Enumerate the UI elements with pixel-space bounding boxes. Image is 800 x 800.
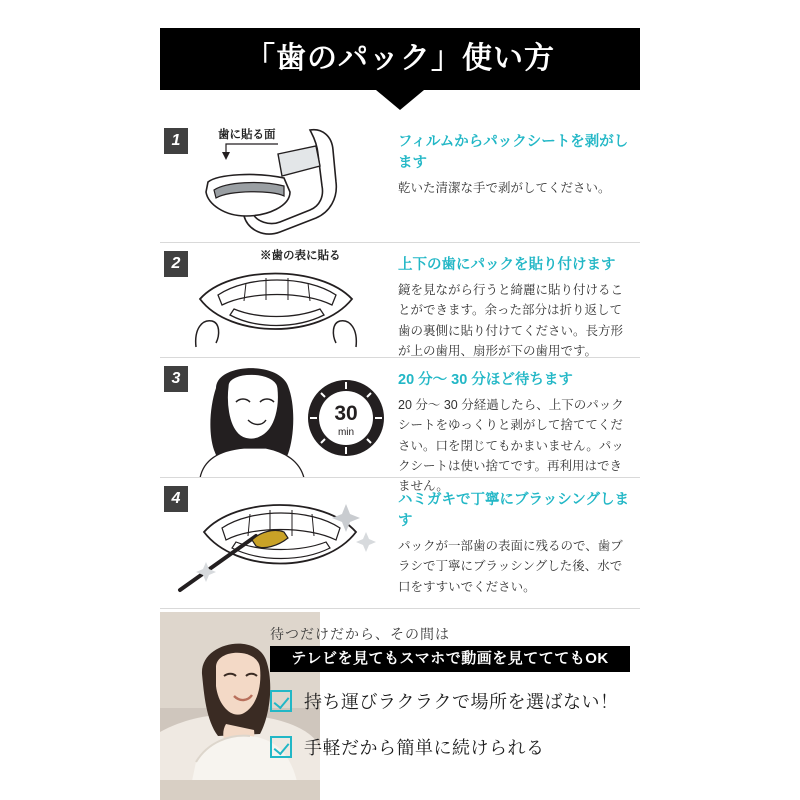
benefit-item-1 [270, 688, 619, 714]
header-arrow [376, 90, 424, 110]
woman-waiting-illustration [160, 358, 390, 478]
step-1-illustration-area [160, 120, 390, 242]
check-icon [270, 736, 292, 758]
step-4-number: 4 [164, 486, 188, 512]
step-2-number: 2 [164, 251, 188, 277]
step-2-illustration-area [160, 243, 390, 357]
step-3-number: 3 [164, 366, 188, 392]
steps-list [160, 120, 640, 595]
step-2-heading: 上下の歯にパックを貼り付けます [398, 257, 616, 273]
step-3-body: 20 分〜 30 分経過したら、上下のパックシートをゆっくりと剥がして捨ててください。口を閉じてもかまいません。パックシートは使い捨てです。再利用はできません。 [398, 398, 624, 493]
step-4 [160, 477, 640, 595]
step-4-heading: ハミガキで丁寧にブラッシングします [398, 492, 630, 529]
step-1-number: 1 [164, 128, 188, 154]
step-1 [160, 120, 640, 242]
step-4-body: パックが一部歯の表面に残るので、歯ブラシで丁寧にブラッシングした後、水で口をすすいでください。 [398, 539, 623, 594]
step-2-text [390, 243, 640, 357]
step-4-illustration-area [160, 478, 390, 595]
bottom-divider [160, 608, 640, 609]
step-1-heading: フィルムからパックシートを剥がします [398, 134, 629, 171]
bottom-band-text: テレビを見てもスマホで動画を見てててもOK [291, 650, 609, 667]
step-3-illustration-area [160, 358, 390, 477]
timer-unit: min [337, 427, 355, 438]
step-3 [160, 357, 640, 493]
step-3-heading: 20 分〜 30 分ほど待ちます [398, 372, 573, 388]
timer-value: 30 [334, 402, 358, 425]
benefit-item-2 [270, 734, 545, 760]
bottom-lead-text: 待つだけだから、その間は [270, 626, 450, 642]
step-2 [160, 242, 640, 357]
benefit-item-1-label: 持ち運びラクラクで場所を選ばない！ [304, 692, 619, 712]
step-1-note: 歯に貼る面 [218, 129, 276, 141]
benefit-item-2-label: 手軽だから簡単に続けられる [304, 738, 545, 758]
brushing-teeth-illustration [160, 478, 390, 596]
step-4-text [390, 478, 640, 595]
step-2-body: 鏡を見ながら行うと綺麗に貼り付けることができます。余った部分は折り返して歯の裏側に貼り付けてください。長方形が上の歯用、扇形が下の歯用です。 [398, 283, 624, 358]
bottom-band [270, 646, 630, 672]
page-title: 「歯のパック」使い方 [245, 42, 555, 75]
step-1-body: 乾いた清潔な手で剥がしてください。 [398, 181, 611, 195]
step-1-text [390, 120, 640, 242]
step-3-text [390, 358, 640, 493]
step-2-note: ※歯の表に貼る [260, 250, 341, 262]
check-icon [270, 690, 292, 712]
bottom-promo-block [160, 612, 640, 800]
